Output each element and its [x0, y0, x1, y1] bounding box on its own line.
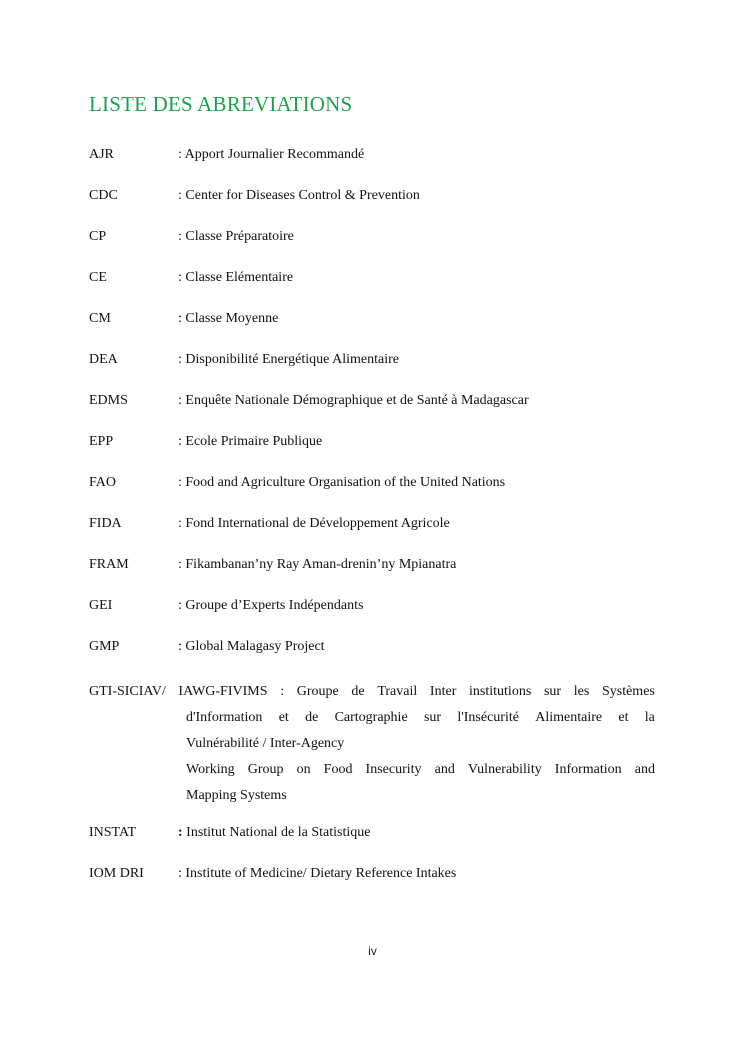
gti-word: Group	[247, 762, 284, 777]
gti-line-1	[89, 679, 655, 705]
list-item	[89, 351, 655, 392]
abbreviation-definition: : Center for Diseases Control & Prevention	[178, 188, 420, 203]
gti-word: la	[644, 710, 655, 725]
gti-word: and	[634, 762, 655, 777]
abbreviation-definition	[178, 865, 655, 906]
abbreviation-definition: : Food and Agriculture Organisation of the United Nations	[178, 475, 506, 490]
list-item	[89, 865, 655, 906]
page-number: iv	[368, 944, 377, 958]
abbreviation-code: EPP	[89, 434, 114, 449]
abbreviation-code: AJR	[89, 147, 114, 162]
abbreviation-definition: : Fikambanan’ny Ray Aman-drenin’ny Mpianatra	[178, 557, 457, 572]
list-item	[89, 310, 655, 351]
gti-word: Information	[554, 762, 622, 777]
list-item	[89, 638, 655, 679]
abbreviation-code: CM	[89, 311, 111, 326]
gti-word: Groupe	[296, 684, 339, 699]
gti-word: de	[351, 684, 365, 699]
abbreviation-code: INSTAT	[89, 825, 137, 840]
list-item	[89, 474, 655, 515]
gti-word: Alimentaire	[535, 710, 603, 725]
list-item	[89, 187, 655, 228]
gti-word: IAWG-FIVIMS	[178, 684, 268, 699]
abbreviation-code: EDMS	[89, 393, 128, 408]
gti-word: Cartographie	[334, 710, 408, 725]
abbreviation-code: DEA	[89, 352, 118, 367]
list-item-gti-siciav	[89, 679, 655, 809]
gti-word: on	[296, 762, 311, 777]
list-item	[89, 146, 655, 187]
gti-definition-continued	[186, 705, 655, 809]
gti-word: :	[280, 684, 285, 699]
abbreviation-code: GMP	[89, 639, 120, 654]
definition-colon: :	[178, 825, 183, 840]
list-item	[89, 269, 655, 310]
abbreviation-definition: : Classe Préparatoire	[178, 229, 294, 244]
gti-word: d'Information	[186, 710, 263, 725]
gti-word: de	[305, 710, 319, 725]
abbreviation-definition: : Ecole Primaire Publique	[178, 434, 323, 449]
gti-line-3: Vulnérabilité / Inter-Agency	[186, 736, 345, 751]
gti-word: GTI-SICIAV/	[89, 684, 166, 699]
gti-word: Vulnerability	[467, 762, 542, 777]
gti-word: Systèmes	[601, 684, 655, 699]
abbreviation-definition: : Global Malagasy Project	[178, 639, 325, 654]
gti-word: and	[434, 762, 455, 777]
gti-line-4	[186, 757, 655, 783]
gti-word: Inter	[429, 684, 457, 699]
gti-word: sur	[543, 684, 562, 699]
definition-text: Institute of Medicine/ Dietary Reference Intakes	[181, 866, 457, 881]
gti-word: et	[278, 710, 289, 725]
page-title: LISTE DES ABREVIATIONS	[89, 92, 353, 116]
list-item	[89, 433, 655, 474]
list-item	[89, 515, 655, 556]
gti-word: Working	[186, 762, 235, 777]
abbreviation-definition: : Disponibilité Energétique Alimentaire	[178, 352, 399, 367]
abbreviation-definition: : Classe Moyenne	[178, 311, 279, 326]
abbreviation-code: CDC	[89, 188, 118, 203]
abbreviation-code: CE	[89, 270, 107, 285]
gti-word: Insecurity	[365, 762, 422, 777]
list-item	[89, 824, 655, 865]
list-item	[89, 556, 655, 597]
abbreviation-code: FAO	[89, 475, 116, 490]
gti-word: et	[618, 710, 629, 725]
abbreviation-definition: : Enquête Nationale Démographique et de Santé à Madagascar	[178, 393, 529, 408]
abbreviation-list	[89, 146, 655, 906]
definition-text: Institut National de la Statistique	[182, 825, 371, 840]
gti-word: institutions	[469, 684, 532, 699]
list-item	[89, 597, 655, 638]
gti-word: les	[573, 684, 590, 699]
abbreviation-code: FRAM	[89, 557, 129, 572]
list-item	[89, 228, 655, 269]
abbreviation-code: CP	[89, 229, 107, 244]
abbreviation-definition: : Classe Elémentaire	[178, 270, 294, 285]
abbreviation-definition	[178, 824, 655, 865]
abbreviation-definition: : Fond International de Développement Agricole	[178, 516, 450, 531]
gti-word: l'Insécurité	[457, 710, 519, 725]
gti-word: Travail	[377, 684, 418, 699]
abbreviation-code: FIDA	[89, 516, 122, 531]
gti-line-5: Mapping Systems	[186, 788, 287, 803]
abbreviation-code: IOM DRI	[89, 866, 144, 881]
list-item	[89, 392, 655, 433]
abbreviation-definition: : Apport Journalier Recommandé	[178, 147, 365, 162]
definition-colon: :	[178, 866, 182, 881]
gti-line-2	[186, 705, 655, 731]
gti-word: sur	[423, 710, 442, 725]
abbreviation-code: GEI	[89, 598, 113, 613]
abbreviation-definition: : Groupe d’Experts Indépendants	[178, 598, 364, 613]
gti-word: Food	[323, 762, 353, 777]
